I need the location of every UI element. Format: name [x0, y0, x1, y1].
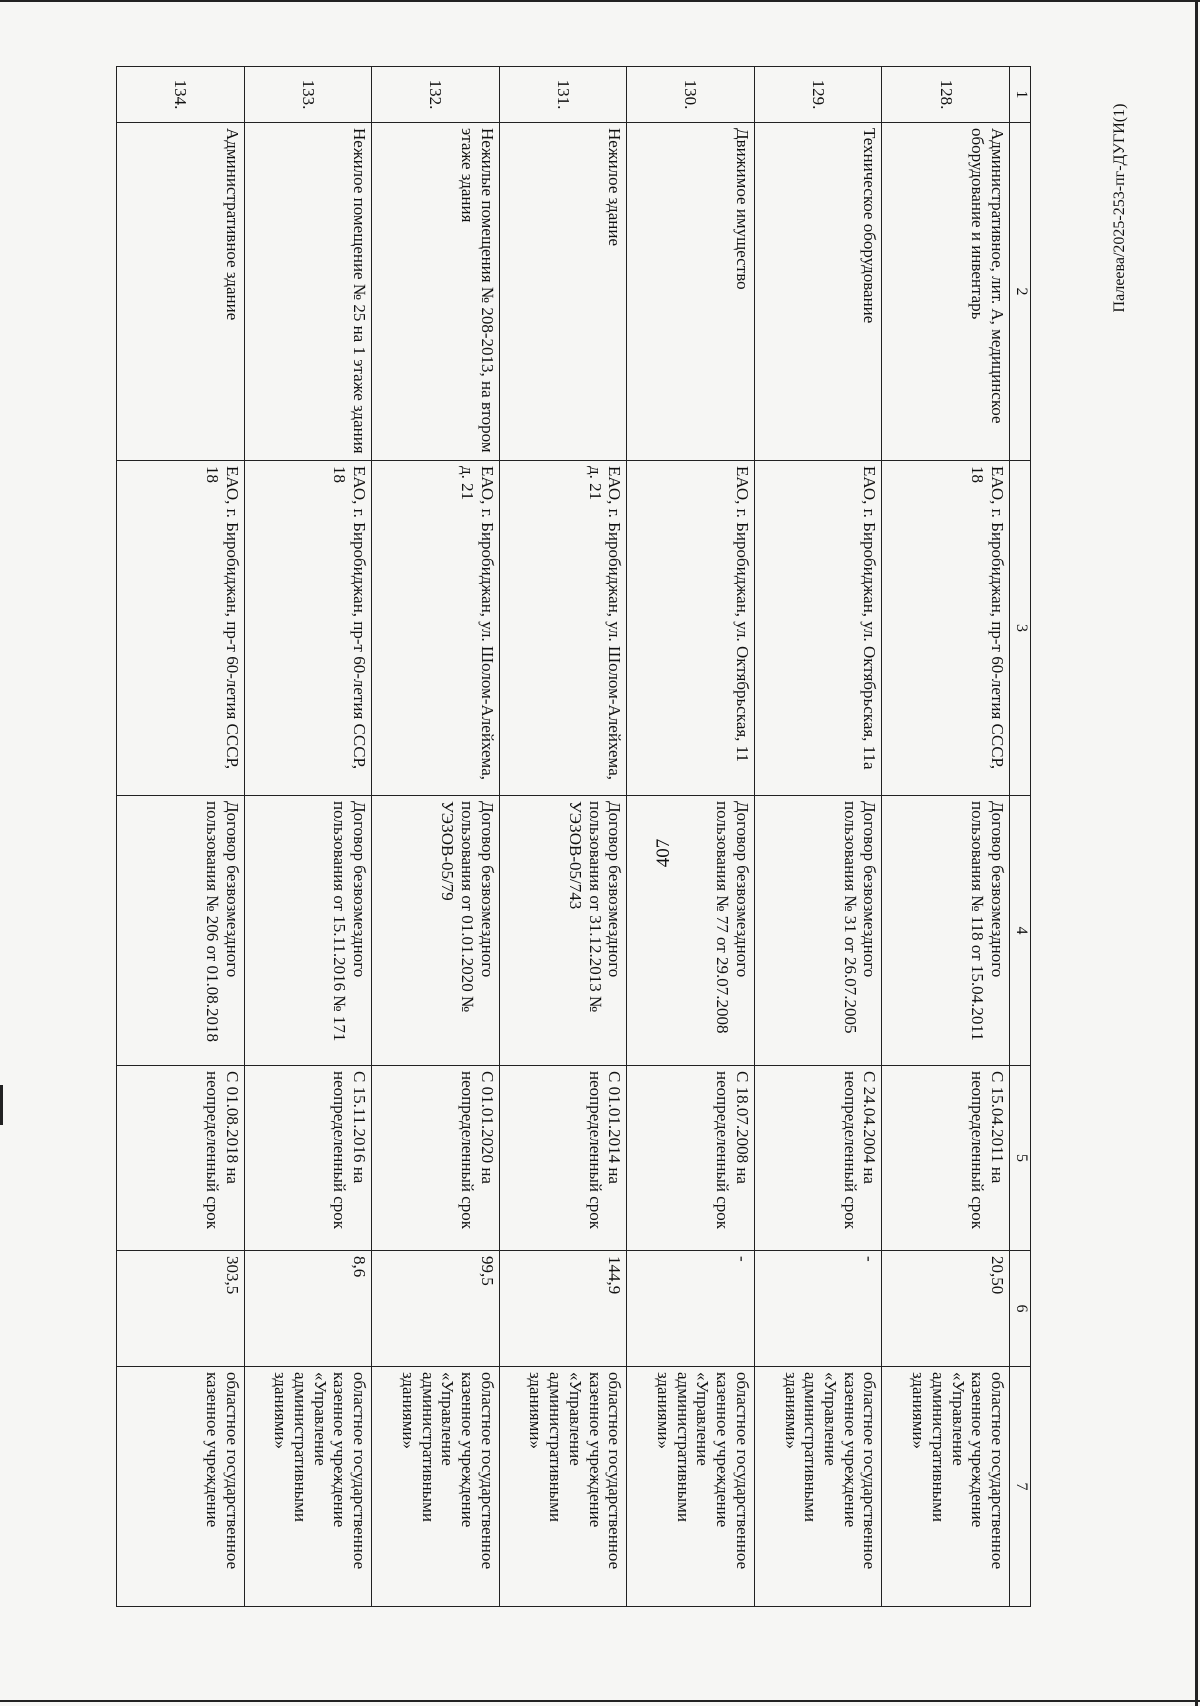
holder-name: областное государственное казенное учреждение «Управление административными зданиями»	[372, 1367, 500, 1607]
contract-details: Договор безвозмездного пользования от 01.01.2020 № УЭЗОВ-05/79	[372, 796, 500, 1066]
object-area: 20,50	[882, 1251, 1010, 1367]
object-name: Нежилое помещение № 25 на 1 этаже здания	[244, 123, 372, 461]
property-table	[116, 66, 1031, 1607]
object-address: ЕАО, г. Биробиджан, пр-т 60-летия СССР, 18	[244, 461, 372, 796]
row-number: 134.	[117, 67, 245, 123]
object-area: -	[754, 1251, 882, 1367]
page-number: 407	[653, 838, 674, 868]
contract-term: С 18.07.2008 на неопределенный срок	[627, 1066, 755, 1251]
object-address: ЕАО, г. Биробиджан, ул. Шолом-Алейхема, д. 21	[372, 461, 500, 796]
table-row	[882, 67, 1010, 1607]
row-number: 129.	[754, 67, 882, 123]
row-number: 132.	[372, 67, 500, 123]
holder-name: областное государственное казенное учреждение	[117, 1367, 245, 1607]
object-name: Движимое имущество	[627, 123, 755, 461]
object-address: ЕАО, г. Биробиджан, ул. Октябрьская, 11	[627, 461, 755, 796]
contract-details: Договор безвозмездного пользования от 31.12.2013 № УЭЗОВ-05/743	[499, 796, 627, 1066]
contract-term: С 15.04.2011 на неопределенный срок	[882, 1066, 1010, 1251]
holder-name: областное государственное казенное учреждение «Управление административными зданиями»	[627, 1367, 755, 1607]
object-area: 99,5	[372, 1251, 500, 1367]
row-number: 133.	[244, 67, 372, 123]
table-row	[627, 67, 755, 1607]
table-row	[244, 67, 372, 1607]
contract-term: С 01.01.2020 на неопределенный срок	[372, 1066, 500, 1251]
header-col-3: 3	[1010, 461, 1031, 796]
object-name: Нежилые помещения № 208-2013, на втором этаже здания	[372, 123, 500, 461]
scan-edge-right	[1195, 0, 1198, 1706]
holder-name: областное государственное казенное учреждение «Управление административными зданиями»	[244, 1367, 372, 1607]
scan-edge-top	[0, 0, 1200, 2]
header-col-5: 5	[1010, 1066, 1031, 1251]
table-row	[754, 67, 882, 1607]
object-address: ЕАО, г. Биробиджан, ул. Шолом-Алейхема, д. 21	[499, 461, 627, 796]
row-number: 130.	[627, 67, 755, 123]
footer-code: Палеева/2025-253-пг-ДУГИ(1)	[1111, 103, 1128, 313]
table-row	[117, 67, 245, 1607]
object-name: Нежилое здание	[499, 123, 627, 461]
object-address: ЕАО, г. Биробиджан, пр-т 60-летия СССР, 18	[117, 461, 245, 796]
contract-details: Договор безвозмездного пользования от 15.11.2016 № 171	[244, 796, 372, 1066]
contract-term: С 24.04.2004 на неопределенный срок	[754, 1066, 882, 1251]
header-col-2: 2	[1010, 123, 1031, 461]
row-number: 131.	[499, 67, 627, 123]
contract-term: С 01.01.2014 на неопределенный срок	[499, 1066, 627, 1251]
header-row	[1010, 67, 1031, 1607]
object-area: -	[627, 1251, 755, 1367]
holder-name: областное государственное казенное учреждение «Управление административными зданиями»	[754, 1367, 882, 1607]
object-area: 8,6	[244, 1251, 372, 1367]
holder-name: областное государственное казенное учреждение «Управление административными зданиями»	[499, 1367, 627, 1607]
table-row	[499, 67, 627, 1607]
table-row	[372, 67, 500, 1607]
header-col-1: 1	[1010, 67, 1031, 123]
scan-mark-left	[0, 1085, 3, 1125]
object-area: 303,5	[117, 1251, 245, 1367]
header-col-7: 7	[1010, 1367, 1031, 1607]
holder-name: областное государственное казенное учреждение «Управление административными зданиями»	[882, 1367, 1010, 1607]
contract-details: Договор безвозмездного пользования № 206 от 01.08.2018	[117, 796, 245, 1066]
object-name: Административное, лит. А, медицинское оборудование и инвентарь	[882, 123, 1010, 461]
object-name: Техническое оборудование	[754, 123, 882, 461]
row-number: 128.	[882, 67, 1010, 123]
contract-details: Договор безвозмездного пользования № 118 от 15.04.2011	[882, 796, 1010, 1066]
header-col-6: 6	[1010, 1251, 1031, 1367]
object-name: Административное здание	[117, 123, 245, 461]
contract-details: Договор безвозмездного пользования № 77 от 29.07.2008	[627, 796, 755, 1066]
scan-edge-bottom	[0, 1700, 1200, 1702]
contract-term: С 15.11.2016 на неопределенный срок	[244, 1066, 372, 1251]
header-col-4: 4	[1010, 796, 1031, 1066]
object-address: ЕАО, г. Биробиджан, пр-т 60-летия СССР, 18	[882, 461, 1010, 796]
object-address: ЕАО, г. Биробиджан, ул. Октябрьская, 11а	[754, 461, 882, 796]
contract-term: С 01.08.2018 на неопределенный срок	[117, 1066, 245, 1251]
contract-details: Договор безвозмездного пользования № 31 от 26.07.2005	[754, 796, 882, 1066]
object-area: 144,9	[499, 1251, 627, 1367]
